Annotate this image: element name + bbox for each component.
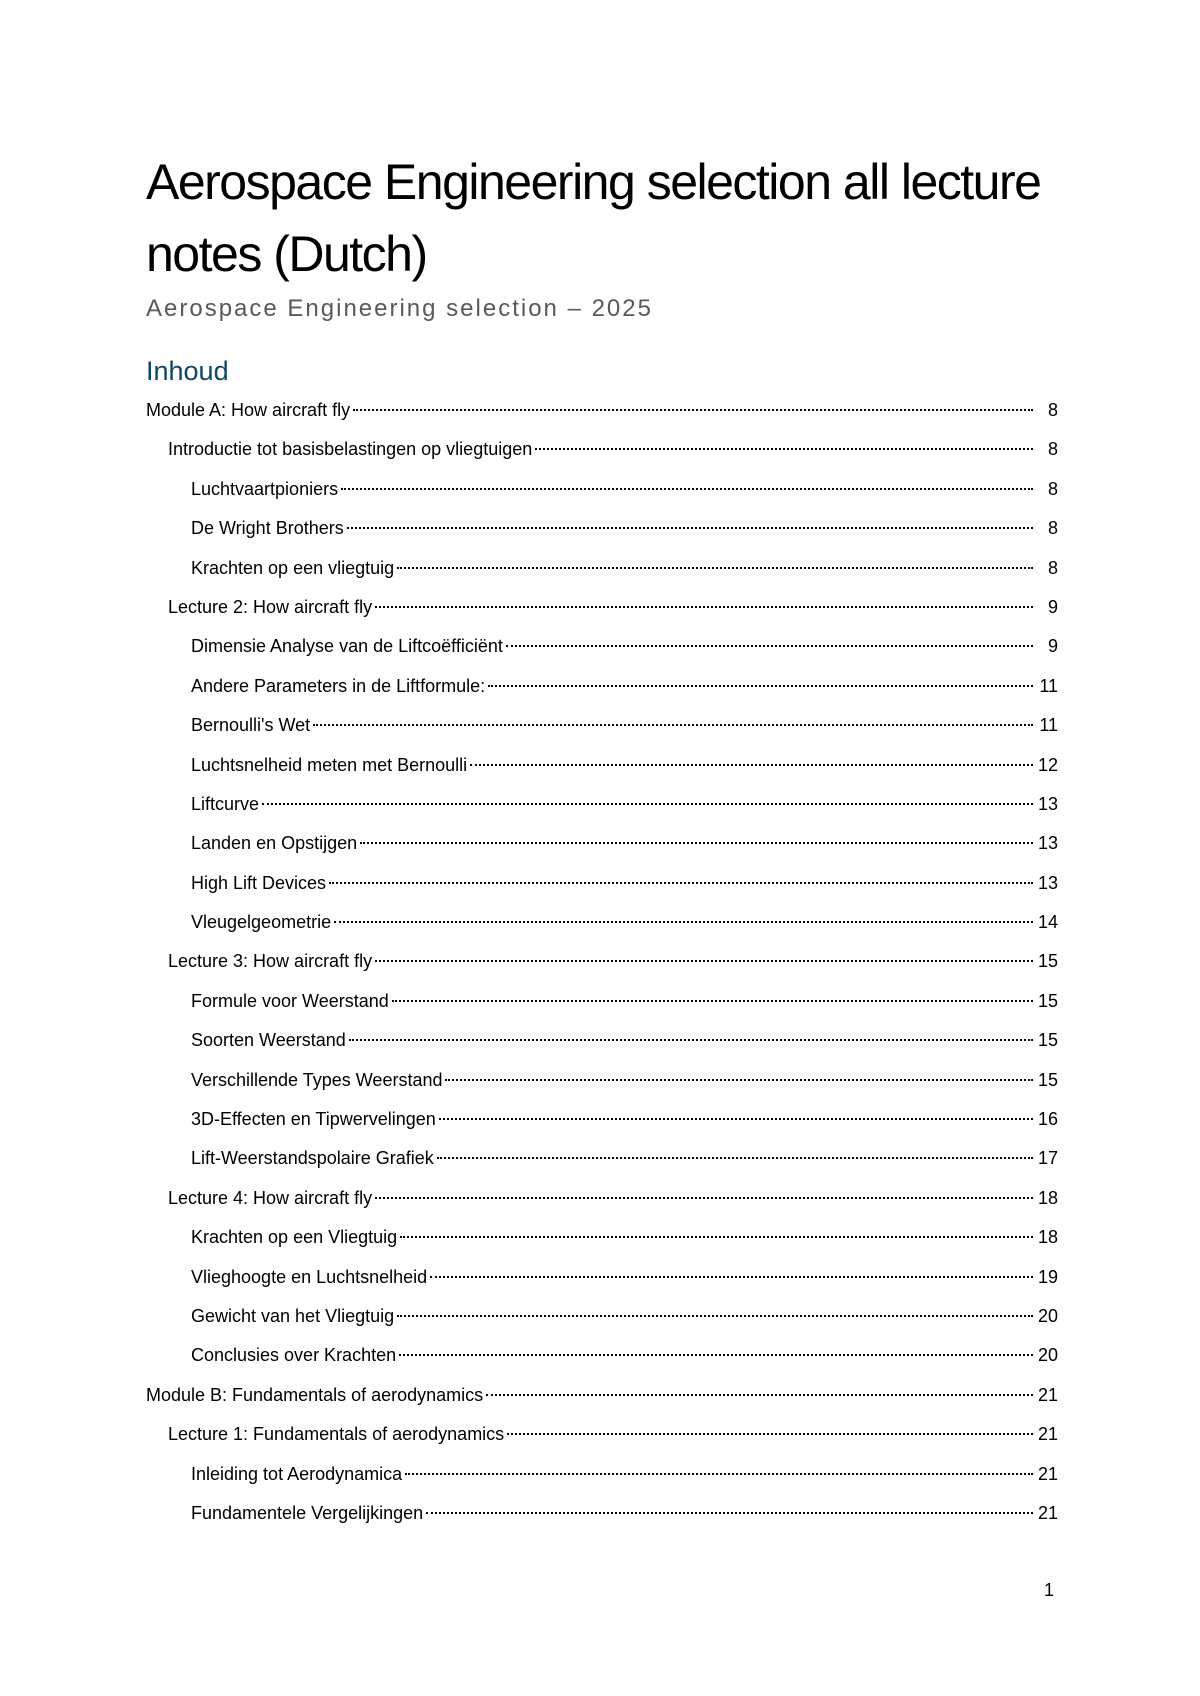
toc-entry[interactable] [146, 1455, 1058, 1494]
toc-entry-page: 8 [1047, 439, 1058, 460]
toc-entry-label: Dimensie Analyse van de Liftcoëfficiënt [191, 636, 503, 657]
toc-entry[interactable] [146, 1336, 1058, 1375]
toc-entry-page: 9 [1047, 596, 1058, 617]
toc-dot-leader [360, 842, 1033, 844]
toc-dot-leader [313, 724, 1033, 726]
document-title: Aerospace Engineering selection all lecture notes (Dutch) [146, 154, 1041, 282]
toc-dot-leader [347, 527, 1033, 529]
toc-entry[interactable] [146, 667, 1058, 706]
toc-entry-page: 13 [1037, 793, 1058, 814]
toc-entry[interactable] [146, 391, 1058, 430]
toc-entry-label: High Lift Devices [191, 872, 327, 893]
toc-entry-label: Inleiding tot Aerodynamica [191, 1463, 403, 1484]
toc-entry-page: 11 [1039, 715, 1058, 736]
toc-entry-page: 13 [1037, 833, 1058, 854]
toc-dot-leader [392, 1000, 1033, 1002]
toc-entry-page: 16 [1037, 1109, 1058, 1130]
toc-dot-leader [375, 960, 1033, 962]
toc-dot-leader [535, 448, 1033, 450]
toc-entry-page: 11 [1039, 675, 1058, 696]
toc-entry-page: 8 [1047, 400, 1058, 420]
toc-entry[interactable] [146, 942, 1058, 981]
toc-entry[interactable] [146, 785, 1058, 824]
toc-entry[interactable] [146, 549, 1058, 588]
toc-entry-page: 21 [1037, 1502, 1058, 1523]
toc-entry[interactable] [146, 588, 1058, 627]
toc-dot-leader [329, 882, 1033, 884]
toc-entry-page: 8 [1047, 518, 1058, 539]
toc-entry-page: 21 [1037, 1384, 1058, 1405]
toc-entry[interactable] [146, 824, 1058, 863]
toc-entry-label: Bernoulli's Wet [191, 715, 311, 736]
toc-entry-label: Introductie tot basisbelastingen op vliegtuigen [168, 439, 533, 460]
page-number: 1 [1043, 1580, 1054, 1600]
toc-dot-leader [397, 1315, 1033, 1317]
toc-entry-label: Landen en Opstijgen [191, 833, 358, 854]
toc-entry-page: 20 [1037, 1345, 1058, 1366]
toc-dot-leader [488, 685, 1033, 687]
toc-entry[interactable] [146, 746, 1058, 785]
toc-dot-leader [437, 1157, 1033, 1159]
toc-dot-leader [486, 1394, 1033, 1396]
toc-entry-label: Andere Parameters in de Liftformule: [191, 675, 486, 696]
toc-entry-label: Krachten op een vliegtuig [191, 557, 395, 578]
toc-entry-page: 12 [1037, 754, 1058, 775]
toc-entry-label: Lecture 4: How aircraft fly [168, 1187, 373, 1208]
table-of-contents [146, 391, 1058, 1533]
toc-entry[interactable] [146, 903, 1058, 942]
toc-dot-leader [334, 921, 1033, 923]
toc-entry[interactable] [146, 1061, 1058, 1100]
toc-entry-label: Module A: How aircraft fly [146, 400, 351, 420]
toc-dot-leader [506, 645, 1033, 647]
toc-entry-label: Vlieghoogte en Luchtsnelheid [191, 1266, 428, 1287]
toc-dot-leader [262, 803, 1033, 805]
toc-entry-page: 8 [1047, 478, 1058, 499]
toc-entry-label: Lecture 3: How aircraft fly [168, 951, 373, 972]
toc-entry[interactable] [146, 470, 1058, 509]
toc-entry-label: Lecture 1: Fundamentals of aerodynamics [168, 1424, 505, 1445]
toc-entry-page: 14 [1037, 912, 1058, 933]
toc-entry-label: Lift-Weerstandspolaire Grafiek [191, 1148, 434, 1169]
toc-dot-leader [400, 1236, 1033, 1238]
toc-dot-leader [375, 1197, 1033, 1199]
toc-dot-leader [405, 1473, 1033, 1475]
toc-entry-page: 9 [1047, 636, 1058, 657]
toc-dot-leader [445, 1079, 1033, 1081]
toc-entry[interactable] [146, 1415, 1058, 1454]
toc-entry-page: 18 [1037, 1187, 1058, 1208]
toc-entry-page: 21 [1037, 1424, 1058, 1445]
toc-dot-leader [426, 1512, 1033, 1514]
toc-entry-label: Verschillende Types Weerstand [191, 1069, 443, 1090]
toc-entry[interactable] [146, 1218, 1058, 1257]
toc-dot-leader [399, 1354, 1033, 1356]
toc-dot-leader [375, 606, 1033, 608]
toc-entry-page: 15 [1037, 1030, 1058, 1051]
toc-entry[interactable] [146, 430, 1058, 469]
toc-entry-label: Vleugelgeometrie [191, 912, 332, 933]
toc-dot-leader [439, 1118, 1033, 1120]
toc-entry[interactable] [146, 982, 1058, 1021]
toc-entry[interactable] [146, 1139, 1058, 1178]
toc-entry-page: 19 [1037, 1266, 1058, 1287]
document-subtitle: Aerospace Engineering selection – 2025 [146, 295, 653, 322]
toc-dot-leader [507, 1433, 1033, 1435]
toc-entry[interactable] [146, 1100, 1058, 1139]
toc-entry-label: De Wright Brothers [191, 518, 344, 539]
toc-entry-label: Liftcurve [191, 793, 260, 814]
toc-entry-label: Soorten Weerstand [191, 1030, 346, 1051]
toc-entry-page: 15 [1037, 990, 1058, 1011]
toc-entry-page: 15 [1037, 1069, 1058, 1090]
toc-entry-label: Luchtsnelheid meten met Bernoulli [191, 754, 468, 775]
toc-entry-page: 15 [1037, 951, 1058, 972]
toc-heading: Inhoud [146, 356, 229, 386]
toc-entry-label: Lecture 2: How aircraft fly [168, 596, 373, 617]
toc-entry[interactable] [146, 1494, 1058, 1533]
toc-entry[interactable] [146, 1179, 1058, 1218]
toc-entry[interactable] [146, 1376, 1058, 1415]
toc-entry-label: Module B: Fundamentals of aerodynamics [146, 1384, 484, 1405]
toc-entry-label: Formule voor Weerstand [191, 990, 389, 1011]
toc-dot-leader [430, 1276, 1033, 1278]
toc-entry-label: Conclusies over Krachten [191, 1345, 397, 1366]
toc-entry-label: Luchtvaartpioniers [191, 478, 339, 499]
toc-entry[interactable] [146, 627, 1058, 666]
toc-dot-leader [470, 764, 1033, 766]
toc-entry-label: Fundamentele Vergelijkingen [191, 1502, 424, 1523]
toc-dot-leader [349, 1039, 1033, 1041]
toc-entry-page: 8 [1047, 557, 1058, 578]
toc-entry[interactable] [146, 706, 1058, 745]
toc-dot-leader [353, 409, 1033, 411]
toc-dot-leader [341, 488, 1033, 490]
toc-entry[interactable] [146, 864, 1058, 903]
toc-entry-page: 20 [1037, 1305, 1058, 1326]
toc-entry-label: 3D-Effecten en Tipwervelingen [191, 1109, 436, 1130]
toc-entry-label: Krachten op een Vliegtuig [191, 1227, 398, 1248]
toc-dot-leader [397, 567, 1033, 569]
toc-entry[interactable] [146, 1258, 1058, 1297]
toc-entry-page: 21 [1037, 1463, 1058, 1484]
toc-entry-page: 17 [1037, 1148, 1058, 1169]
toc-entry-page: 13 [1037, 872, 1058, 893]
toc-entry[interactable] [146, 1021, 1058, 1060]
toc-entry-label: Gewicht van het Vliegtuig [191, 1305, 395, 1326]
toc-entry[interactable] [146, 509, 1058, 548]
toc-entry[interactable] [146, 1297, 1058, 1336]
toc-entry-page: 18 [1037, 1227, 1058, 1248]
